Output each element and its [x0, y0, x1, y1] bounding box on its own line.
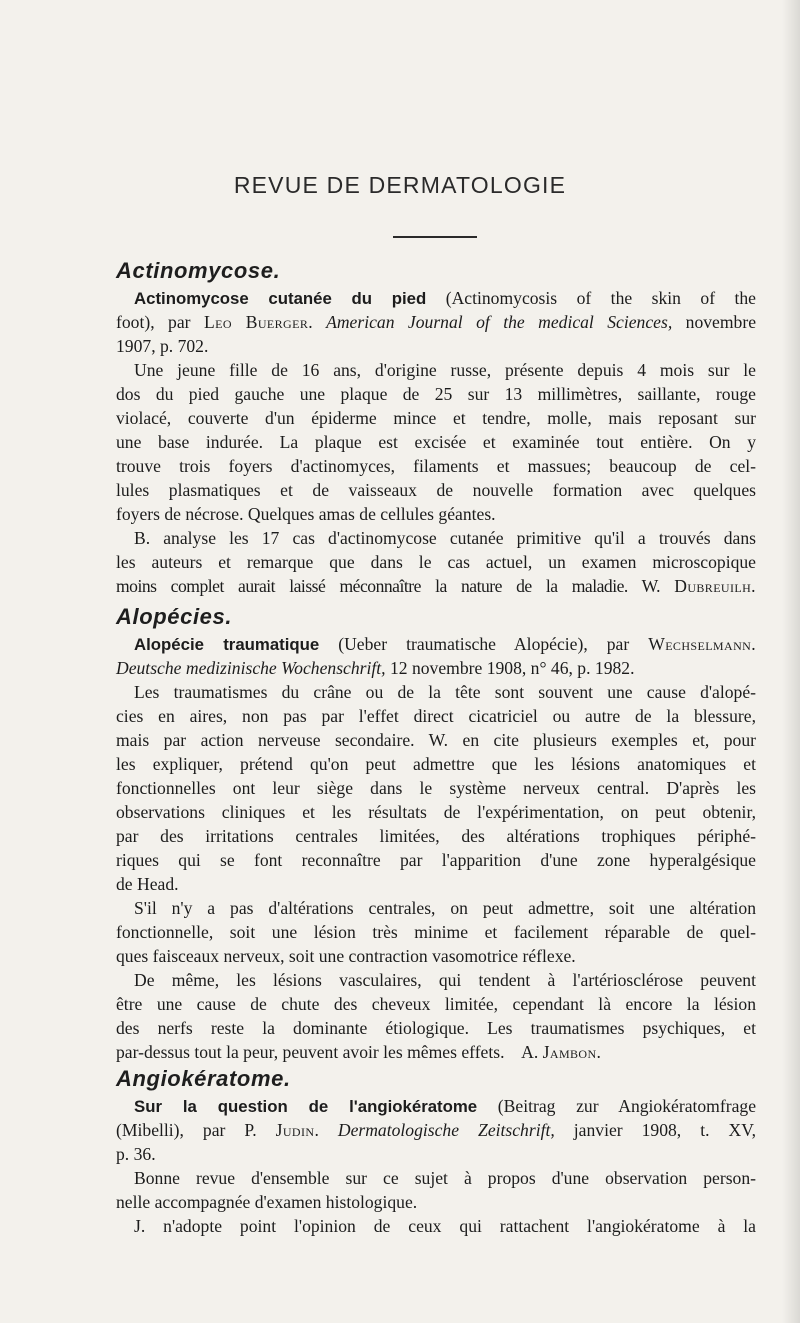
article-ref: novembre — [672, 312, 756, 332]
body-line: par des irritations centrales limitées, des altérations trophiques périphé- — [116, 826, 756, 846]
body-text: par-dessus tout la peur, peuvent avoir les mêmes effets. A. — [116, 1042, 543, 1062]
body-line: B. analyse les 17 cas d'actinomycose cutanée primitive qu'il a trouvés dans — [134, 528, 756, 548]
body-line: S'il n'y a pas d'altérations centrales, on peut admettre, soit une altération — [134, 898, 756, 918]
article-line — [134, 1094, 756, 1118]
body-line: de Head. — [116, 874, 179, 894]
body-line: les auteurs et remarque que dans le cas actuel, un examen microscopique — [116, 552, 756, 572]
body-line: fonctionnelles ont leur siège dans le système nerveux central. D'après les — [116, 778, 756, 798]
article-ref: 12 novembre 1908, n° 46, p. 1982. — [385, 658, 635, 678]
author-name: Wechselmann. — [648, 634, 756, 654]
title-rule — [393, 236, 477, 238]
article-ref: (Beitrag zur Angiokératomfrage — [477, 1096, 756, 1116]
signature: Jambon. — [542, 1042, 602, 1062]
body-line: Les traumatismes du crâne ou de la tête sont souvent une cause d'alopé- — [134, 682, 756, 702]
body-line: fonctionnelle, soit une lésion très minime et facilement réparable de quel- — [116, 922, 756, 942]
article-ref: (Ueber traumatische Alopécie), par — [319, 634, 649, 654]
body-line: mais par action nerveuse secondaire. W. en cite plusieurs exemples et, pour — [116, 730, 756, 750]
body-line: des nerfs reste la dominante étiologique. Les traumatismes psychiques, et — [116, 1018, 756, 1038]
body-line: être une cause de chute des cheveux limitée, cependant là encore la lésion — [116, 994, 756, 1014]
article-line — [134, 286, 756, 310]
article-ref: (Actinomycosis of the skin of the — [426, 288, 756, 308]
body-line: dos du pied gauche une plaque de 25 sur 13 millimètres, saillante, rouge — [116, 384, 756, 404]
body-line — [116, 1040, 756, 1064]
section-heading-alopecies: Alopécies. — [116, 604, 233, 629]
article-line — [116, 310, 756, 334]
body-line: cies en aires, non pas par l'effet direct cicatriciel ou autre de la blessure, — [116, 706, 756, 726]
body-line: foyers de nécrose. Quelques amas de cellules géantes. — [116, 504, 496, 524]
article-ref: foot), par — [116, 312, 204, 332]
body-line: Bonne revue d'ensemble sur ce sujet à propos d'une observation person- — [134, 1168, 756, 1188]
article-line: p. 36. — [116, 1144, 156, 1164]
article-ref: . — [308, 312, 327, 332]
journal-name: American Journal of the medical Sciences, — [326, 312, 673, 332]
article-title: Actinomycose cutanée du pied — [134, 289, 427, 308]
body-line: une base indurée. La plaque est excisée et examinée tout entière. On y — [116, 432, 756, 452]
article-ref: (Mibelli), par P. — [116, 1120, 276, 1140]
article-line: 1907, p. 702. — [116, 336, 209, 356]
article-ref: . — [314, 1120, 338, 1140]
running-title: REVUE DE DERMATOLOGIE — [233, 172, 567, 198]
signature: Dubreuilh. — [674, 576, 756, 596]
article-title: Sur la question de l'angiokératome — [134, 1097, 478, 1116]
body-line: De même, les lésions vasculaires, qui tendent à l'artériosclérose peuvent — [134, 970, 756, 990]
body-line — [116, 574, 756, 598]
journal-name: Dermatologische Zeitschrift, — [337, 1120, 555, 1140]
body-line: lules plasmatiques et de vaisseaux de nouvelle formation avec quelques — [116, 480, 756, 500]
article-line — [116, 656, 756, 680]
body-line: les expliquer, prétend qu'on peut admettre que les lésions anatomiques et — [116, 754, 756, 774]
section-heading-angiokeratome: Angiokératome. — [116, 1066, 291, 1091]
article-ref: janvier 1908, t. XV, — [554, 1120, 757, 1140]
body-line: ques faisceaux nerveux, soit une contraction vasomotrice réflexe. — [116, 946, 576, 966]
body-line: riques qui se font reconnaître par l'apparition d'une zone hyperalgésique — [116, 850, 756, 870]
body-line: nelle accompagnée d'examen histologique. — [116, 1192, 418, 1212]
article-line — [116, 1118, 756, 1142]
body-line: Une jeune fille de 16 ans, d'origine russe, présente depuis 4 mois sur le — [134, 360, 756, 380]
body-line: observations cliniques et les résultats de l'expérimentation, on peut obtenir, — [116, 802, 756, 822]
body-line: J. n'adopte point l'opinion de ceux qui rattachent l'angiokératome à la — [134, 1216, 756, 1236]
journal-name: Deutsche medizinische Wochenschrift, — [116, 658, 386, 678]
body-line: trouve trois foyers d'actinomyces, filaments et massues; beaucoup de cel- — [116, 456, 756, 476]
author-name: Leo Buerger — [203, 312, 309, 332]
body-text: moins complet aurait laissé méconnaître la nature de la maladie. W. — [116, 576, 675, 596]
author-name: Judin — [275, 1120, 315, 1140]
article-line — [134, 632, 756, 656]
section-heading-actinomycose: Actinomycose. — [116, 258, 281, 283]
body-line: violacé, couverte d'un épiderme mince et tendre, molle, mais reposant sur — [116, 408, 756, 428]
article-title: Alopécie traumatique — [134, 635, 320, 654]
